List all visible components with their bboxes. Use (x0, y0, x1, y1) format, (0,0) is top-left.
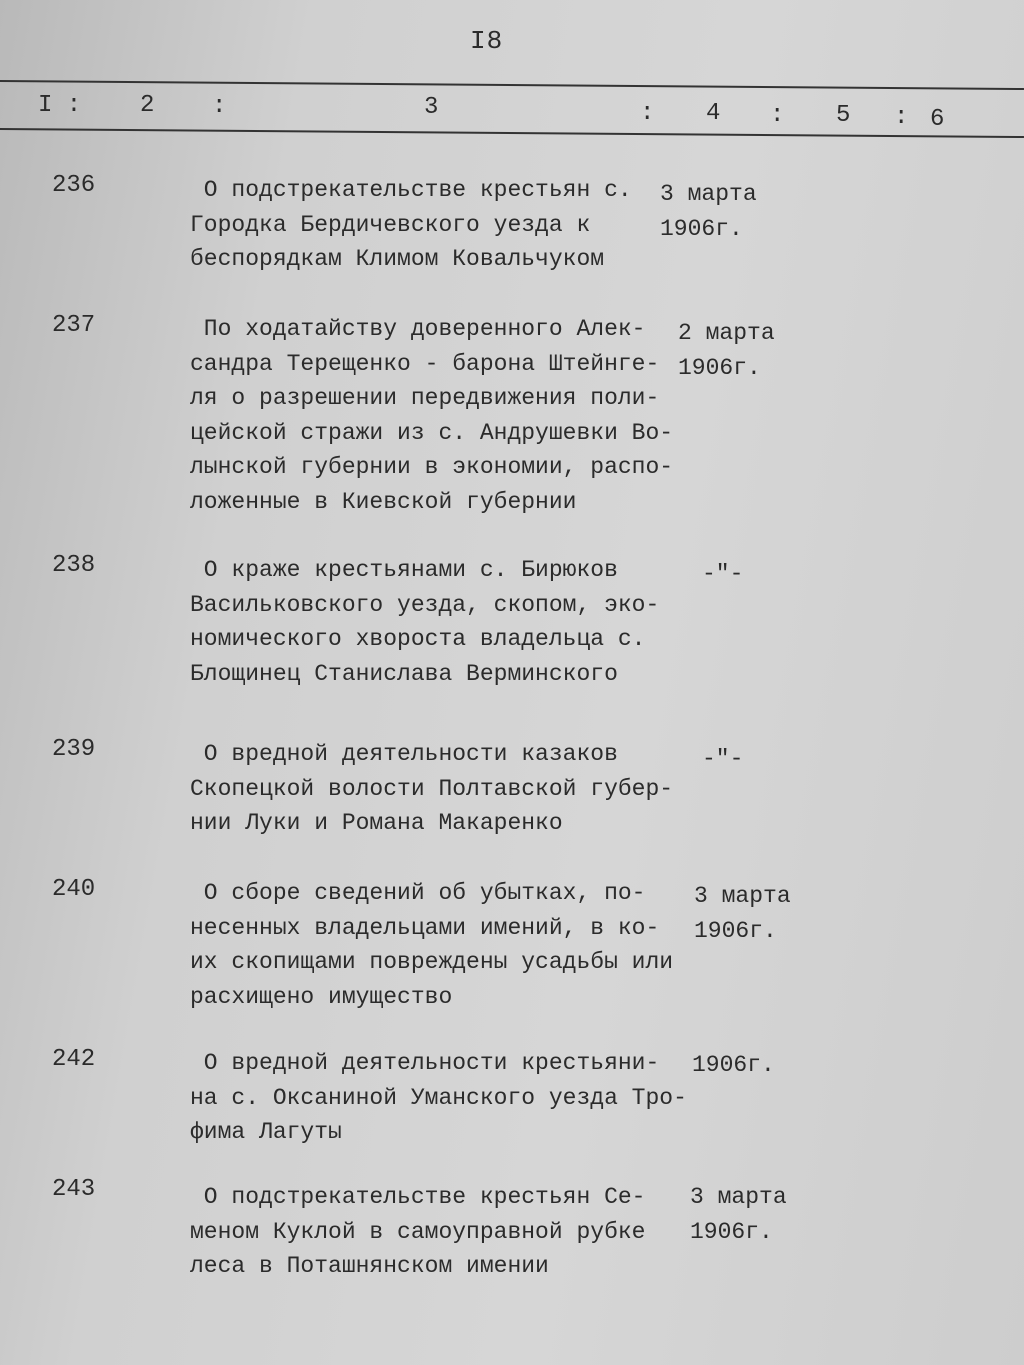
entry-date: 3 марта 1906г. (690, 1184, 787, 1245)
column-header-1: I : (38, 92, 82, 119)
entry-description: О сборе сведений об убытках, по- несенных владельцами имений, в ко- их скопищами повреждены усадьбы или расхищено имущество (190, 880, 674, 1010)
column-header-4: 4 (706, 100, 721, 127)
entry-number: 236 (52, 172, 96, 199)
entry-date: 3 марта 1906г. (694, 883, 791, 944)
column-header-3: 3 (424, 94, 439, 121)
table-header-bottom-rule (0, 128, 1024, 138)
entry-date: 2 марта 1906г. (678, 320, 775, 381)
entry-number: 240 (52, 876, 96, 903)
column-separator: : (212, 93, 227, 120)
entry-description: О подстрекательстве крестьян с. Городка Бердичевского уезда к беспорядкам Климом Ковальчуком (190, 177, 632, 272)
column-header-2: 2 (140, 92, 155, 119)
entry-description: По ходатайству доверенного Алек- сандра Терещенко - барона Штейнге- ля о разрешении передвижения поли- цейской стражи из с. Андрушевки Во- лынской губернии в экономии, распо- ложенные в Киевской губернии (190, 316, 674, 515)
entry-date: -"- (702, 746, 744, 772)
entry-description: О подстрекательстве крестьян Се- меном Куклой в самоуправной рубке леса в Поташнянском имении (190, 1184, 646, 1279)
entry-date: -"- (702, 561, 744, 587)
page-number: I8 (470, 26, 504, 56)
entry-number: 243 (52, 1176, 96, 1203)
table-header-top-rule (0, 80, 1024, 90)
entry-description: О вредной деятельности крестьяни- на с. Оксаниной Уманского уезда Тро- фима Лагуты (190, 1050, 687, 1145)
entry-number: 237 (52, 312, 96, 339)
entry-date: 3 марта 1906г. (660, 181, 757, 242)
entry-date: 1906г. (692, 1052, 775, 1078)
entry-number: 238 (52, 552, 96, 579)
entry-description: О вредной деятельности казаков Скопецкой волости Полтавской губер- нии Луки и Романа Макаренко (190, 741, 674, 836)
column-header-6: 6 (930, 106, 945, 133)
column-header-5: 5 (836, 102, 851, 129)
entry-description: О краже крестьянами с. Бирюков Васильковского уезда, скопом, эко- номического хвороста владельца с. Блощинец Станислава Верминского (190, 557, 660, 687)
column-separator: : (770, 102, 785, 129)
column-separator: : (894, 104, 909, 131)
entry-number: 239 (52, 736, 96, 763)
column-separator: : (640, 100, 655, 127)
entry-number: 242 (52, 1046, 96, 1073)
